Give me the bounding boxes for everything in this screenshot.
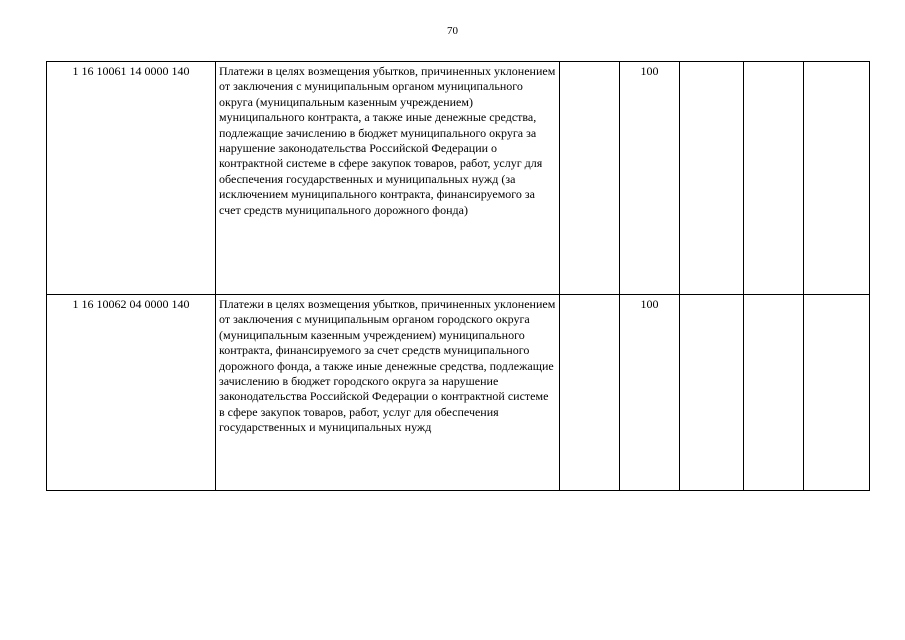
revenue-description-cell: Платежи в целях возмещения убытков, причиненных уклонением от заключения с муниципальным органом городского округа (муниципальным казенным учреждением) муниципального контракта, финансируемого за счет средств муниципального дорожного фонда, а также иные денежные средства, подлежащие зачислению в бюджет городского округа за нарушение законодательства Российской Федерации о контрактной системе в сфере закупок товаров, работ, услуг для обеспечения государственных и муниципальных нужд bbox=[216, 295, 560, 491]
empty-cell bbox=[680, 62, 744, 295]
empty-cell bbox=[680, 295, 744, 491]
revenue-code-cell: 1 16 10062 04 0000 140 bbox=[47, 295, 216, 491]
page-number: 70 bbox=[447, 25, 458, 37]
revenue-description-cell: Платежи в целях возмещения убытков, причиненных уклонением от заключения с муниципальным органом муниципального округа (муниципальным казенным учреждением) муниципального контракта, а также иные денежные средства, подлежащие зачислению в бюджет муниципального округа за нарушение законодательства Российской Федерации о контрактной системе в сфере закупок товаров, работ, услуг для обеспечения государственных и муниципальных нужд (за исключением муниципального контракта, финансируемого за счет средств муниципального дорожного фонда) bbox=[216, 62, 560, 295]
empty-cell bbox=[804, 295, 870, 491]
table-row bbox=[47, 62, 870, 295]
percent-value-cell: 100 bbox=[620, 295, 680, 491]
budget-classification-table bbox=[46, 61, 870, 491]
empty-cell bbox=[744, 62, 804, 295]
empty-cell bbox=[560, 295, 620, 491]
percent-value-cell: 100 bbox=[620, 62, 680, 295]
empty-cell bbox=[744, 295, 804, 491]
table-row bbox=[47, 295, 870, 491]
empty-cell bbox=[560, 62, 620, 295]
empty-cell bbox=[804, 62, 870, 295]
revenue-code-cell: 1 16 10061 14 0000 140 bbox=[47, 62, 216, 295]
